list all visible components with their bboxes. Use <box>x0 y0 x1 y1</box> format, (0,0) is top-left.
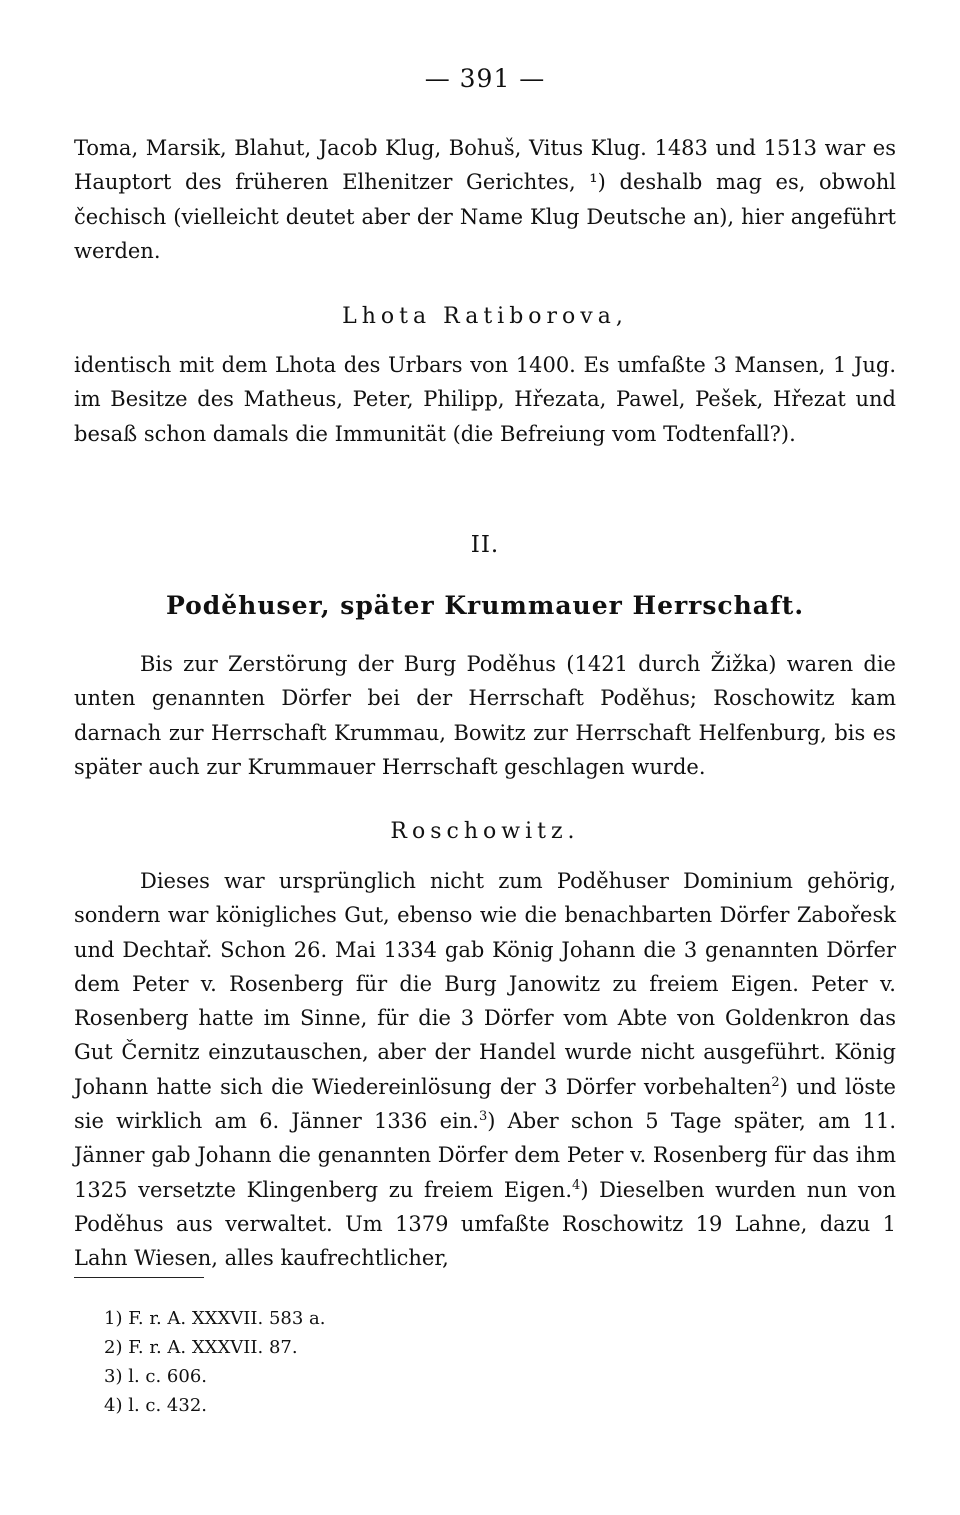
footnote-4: 4) l. c. 432. <box>104 1395 207 1416</box>
intro-paragraph: Toma, Marsik, Blahut, Jacob Klug, Bohuš, Vitus Klug. 1483 und 1513 war es Hauptort des früheren Elhenitzer Gerichtes, ¹) deshalb mag es, obwohl čechisch (vielleicht deutet aber der Name Klug Deutsche an), hier angeführt werden. <box>74 136 896 263</box>
footnote-ref-3: 3 <box>478 1109 488 1125</box>
chapter-paragraph: Bis zur Zerstörung der Burg Poděhus (1421 durch Žižka) waren die unten genannten Dörfer bei der Herrschaft Poděhus; Roschowitz kam darnach zur Herrschaft Krummau, Bowitz zur Herrschaft Helfenburg, bis es später auch zur Krummauer Herrschaft geschlagen wurde. <box>74 652 896 779</box>
chapter-number: II. <box>470 532 500 558</box>
roschowitz-text-4: ) Dieselben wurden nun von Poděhus aus verwaltet. Um 1379 umfaßte Roschowitz 19 Lahne, dazu 1 Lahn Wiesen, alles kaufrechtlicher, <box>74 1177 896 1271</box>
chapter-title: Poděhuser, später Krummauer Herrschaft. <box>165 591 805 620</box>
section-heading-lhota: Lhota Ratiborova, <box>342 304 628 329</box>
section-heading-roschowitz: Roschowitz. <box>390 819 580 844</box>
roschowitz-paragraph <box>74 864 896 1276</box>
roschowitz-text-2: ) und löste sie wirklich am 6. Jänner 1336 ein. <box>74 1074 896 1134</box>
footnote-ref-2: 2 <box>771 1074 780 1090</box>
footnote-ref-4: 4 <box>572 1177 581 1193</box>
roschowitz-text-3: ) Aber schon 5 Tage später, am 11. Jänner gab Johann die genannten Dörfer dem Peter v. Rosenberg für das ihm 1325 versetzte Klingenberg zu freiem Eigen. <box>74 1109 896 1202</box>
document-page <box>74 0 896 1515</box>
footnote-3: 3) l. c. 606. <box>104 1366 207 1387</box>
lhota-paragraph: identisch mit dem Lhota des Urbars von 1400. Es umfaßte 3 Mansen, 1 Jug. im Besitze des Matheus, Peter, Philipp, Hřezata, Pawel, Pešek, Hřezat und besaß schon damals die Immunität (die Befreiung vom Todtenfall?). <box>74 353 896 446</box>
roschowitz-text-1: Dieses war ursprünglich nicht zum Poděhuser Dominium gehörig, sondern war königliches Gut, ebenso wie die benachbarten Dörfer Zabořesk und Dechtař. Schon 26. Mai 1334 gab König Johann die 3 genannten Dörfer dem Peter v. Rosenberg für die Burg Janowitz zu freiem Eigen. Peter v. Rosenberg hatte im Sinne, für die 3 Dörfer vom Abte von Goldenkron das Gut Černitz einzutauschen, aber der Handel wurde nicht ausgeführt. König Johann hatte sich die Wiedereinlösung der 3 Dörfer vorbehalten <box>74 869 896 1099</box>
footnote-divider <box>74 1277 204 1278</box>
footnote-2: 2) F. r. A. XXXVII. 87. <box>104 1337 298 1358</box>
page-number: — 391 — <box>424 64 546 93</box>
footnote-1: 1) F. r. A. XXXVII. 583 a. <box>104 1308 326 1329</box>
